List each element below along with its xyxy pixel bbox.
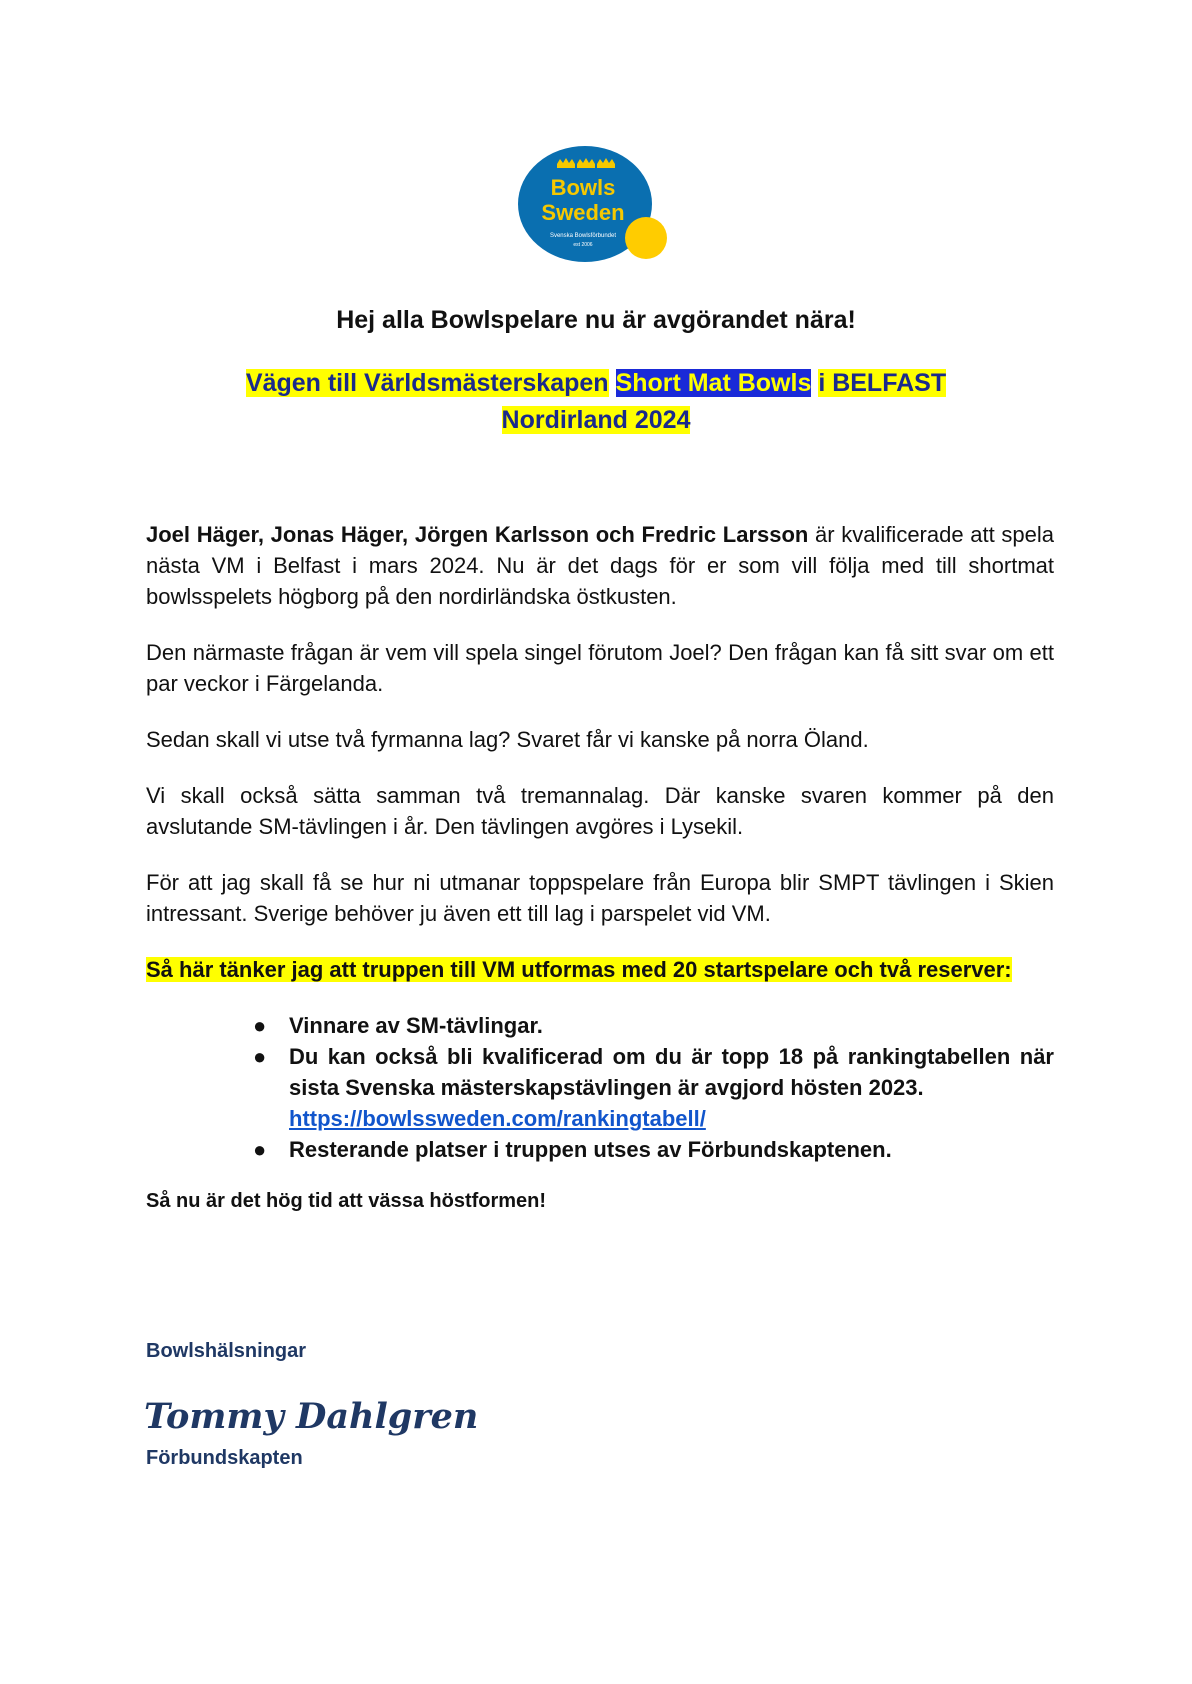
paragraph-smpt: För att jag skall få se hur ni utmanar toppspelare från Europa blir SMPT tävlingen i Skien intressant. Sverige behöver ju även ett till lag i parspelet vid VM. — [146, 870, 1054, 926]
list-item-text: Vinnare av SM-tävlingar. — [289, 1013, 543, 1038]
subheading-part1: Vägen till Världsmästerskapen — [245, 369, 609, 397]
letter-body — [146, 519, 1054, 1213]
bowls-sweden-logo — [512, 146, 687, 276]
subheading-line2: Nordirland 2024 — [501, 406, 691, 434]
closing-line: Så nu är det hög tid att vässa höstformen! — [146, 1190, 547, 1212]
paragraph-qualified-text: är kvalificerade att spela nästa VM i Belfast i mars 2024. Nu är det dags för er som vill följa med till shortmat bowlsspelets högborg på den nordirländska östkusten. — [146, 522, 1055, 609]
svg-text:est 2006: est 2006 — [573, 242, 593, 248]
highlight-paragraph — [146, 954, 1054, 985]
selection-criteria-list — [146, 1010, 1054, 1165]
list-item-text: Du kan också bli kvalificerad om du är topp 18 på rankingtabellen när sista Svenska mästerskapstävlingen är avgjord hösten 2023. — [289, 1044, 1054, 1100]
crowns-icon — [557, 158, 615, 168]
svg-text:Bowls: Bowls — [550, 175, 616, 200]
event-subheading — [150, 365, 1042, 439]
signer-title: Förbundskapten — [146, 1447, 303, 1469]
logo-graphic — [512, 146, 687, 276]
ranking-table-link[interactable]: https://bowlssweden.com/rankingtabell/ — [289, 1106, 706, 1131]
greeting: Bowlshälsningar — [146, 1340, 307, 1362]
svg-text:Sweden: Sweden — [541, 200, 625, 225]
highlight-text: Så här tänker jag att truppen till VM utformas med 20 startspelare och två reserver: — [146, 957, 1012, 982]
bullet-icon: ● — [253, 1137, 267, 1162]
letter-heading: Hej alla Bowlspelare nu är avgörandet nära! — [336, 306, 856, 334]
qualified-players: Joel Häger, Jonas Häger, Jörgen Karlsson och Fredric Larsson — [146, 522, 809, 547]
paragraph-singles: Den närmaste frågan är vem vill spela singel förutom Joel? Den frågan kan få sitt svar om ett par veckor i Färgelanda. — [146, 640, 1054, 696]
signature: Tommy Dahlgren — [144, 1396, 479, 1437]
list-item-text: Resterande platser i truppen utses av Förbundskaptenen. — [289, 1137, 892, 1162]
subheading-part3: i BELFAST — [818, 369, 947, 397]
list-item — [253, 1010, 1054, 1041]
paragraph-triples: Vi skall också sätta samman två tremannalag. Där kanske svaren kommer på den avslutande SM-tävlingen i år. Den tävlingen avgöres i Lysekil. — [146, 783, 1054, 839]
bullet-icon: ● — [253, 1013, 267, 1038]
subheading-part2: Short Mat Bowls — [615, 369, 812, 397]
bullet-icon: ● — [253, 1044, 267, 1069]
svg-text:Svenska Bowlsförbundet: Svenska Bowlsförbundet — [549, 233, 617, 239]
paragraph-fours: Sedan skall vi utse två fyrmanna lag? Svaret får vi kanske på norra Öland. — [146, 727, 869, 752]
list-item — [253, 1041, 1054, 1134]
list-item — [253, 1134, 1054, 1165]
paragraph-qualified — [146, 519, 1054, 612]
